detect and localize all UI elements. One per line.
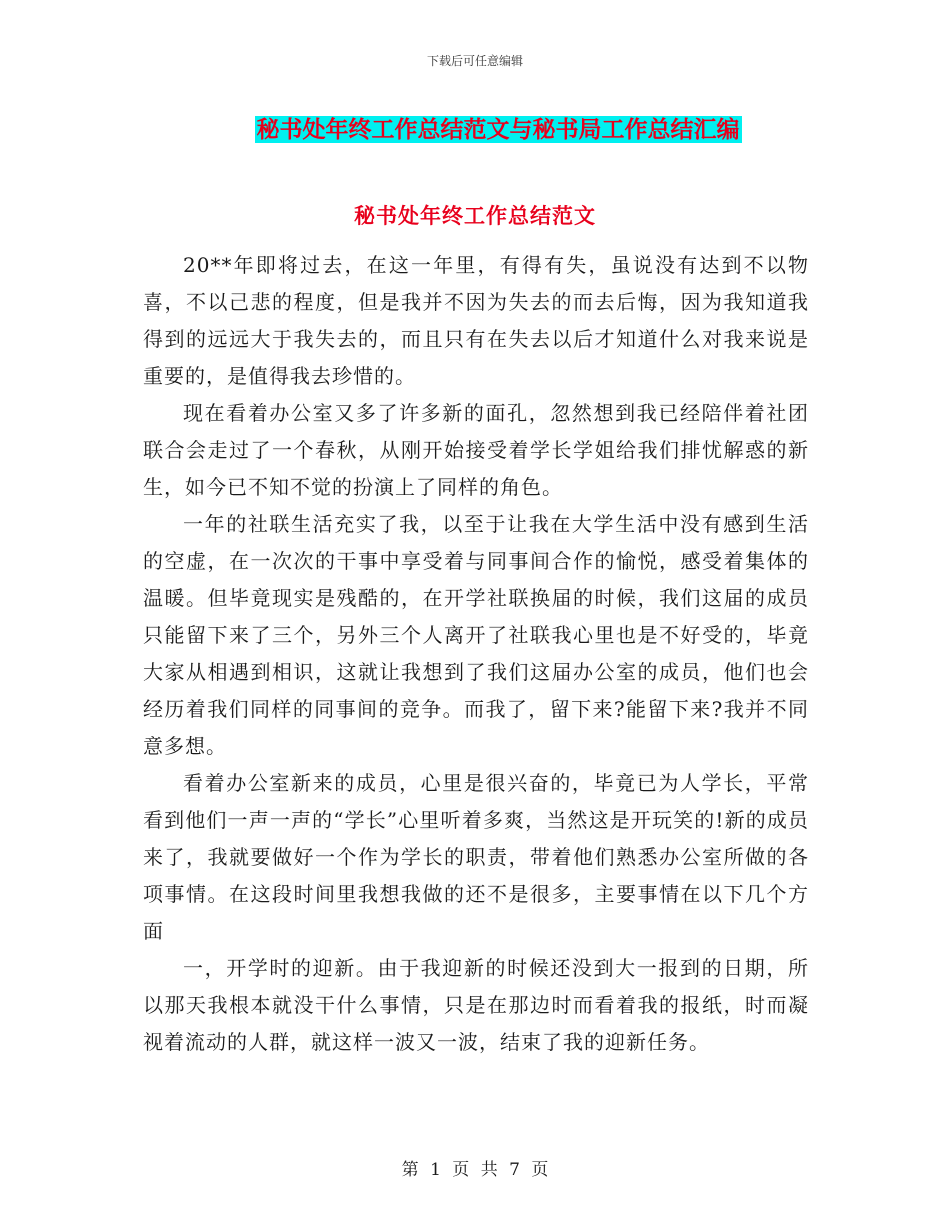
header-note: 下载后可任意编辑	[426, 54, 523, 68]
paragraph: 一，开学时的迎新。由于我迎新的时候还没到大一报到的日期，所以那天我根本就没干什么事情，只是在那边时而看着我的报纸，时而凝视着流动的人群，就这样一波又一波，结束了我的迎新任务。	[143, 956, 809, 1054]
section-title: 秘书处年终工作总结范文	[354, 203, 596, 228]
main-title	[220, 112, 776, 148]
paragraph: 看着办公室新来的成员，心里是很兴奋的，毕竟已为人学长，平常看到他们一声一声的“学长”心里听着多爽，当然这是开玩笑的!新的成员来了，我就要做好一个作为学长的职责，带着他们熟悉办公室所做的各项事情。在这段时间里我想我做的还不是很多，主要事情在以下几个方面	[143, 771, 809, 943]
paragraph: 20**年即将过去，在这一年里，有得有失，虽说没有达到不以物喜，不以己悲的程度，但是我并不因为失去的而去后悔，因为我知道我得到的远远大于我失去的，而且只有在失去以后才知道什么对我来说是重要的，是值得我去珍惜的。	[143, 253, 809, 388]
page-number-footer: 第 1 页 共 7 页	[401, 1160, 549, 1180]
paragraph: 一年的社联生活充实了我，以至于让我在大学生活中没有感到生活的空虚，在一次次的干事中享受着与同事间合作的愉悦，感受着集体的温暖。但毕竟现实是残酷的，在开学社联换届的时候，我们这届的成员只能留下来了三个，另外三个人离开了社联我心里也是不好受的，毕竟大家从相遇到相识，这就让我想到了我们这届办公室的成员，他们也会经历着我们同样的同事间的竞争。而我了，留下来?能留下来?我并不同意多想。	[143, 512, 809, 758]
body-text	[143, 247, 809, 1061]
paragraph: 现在看着办公室又多了许多新的面孔，忽然想到我已经陪伴着社团联合会走过了一个春秋，从刚开始接受着学长学姐给我们排忧解惑的新生，如今已不知不觉的扮演上了同样的角色。	[143, 401, 809, 499]
main-title-text: 秘书处年终工作总结范文与秘书局工作总结汇编	[256, 116, 740, 143]
